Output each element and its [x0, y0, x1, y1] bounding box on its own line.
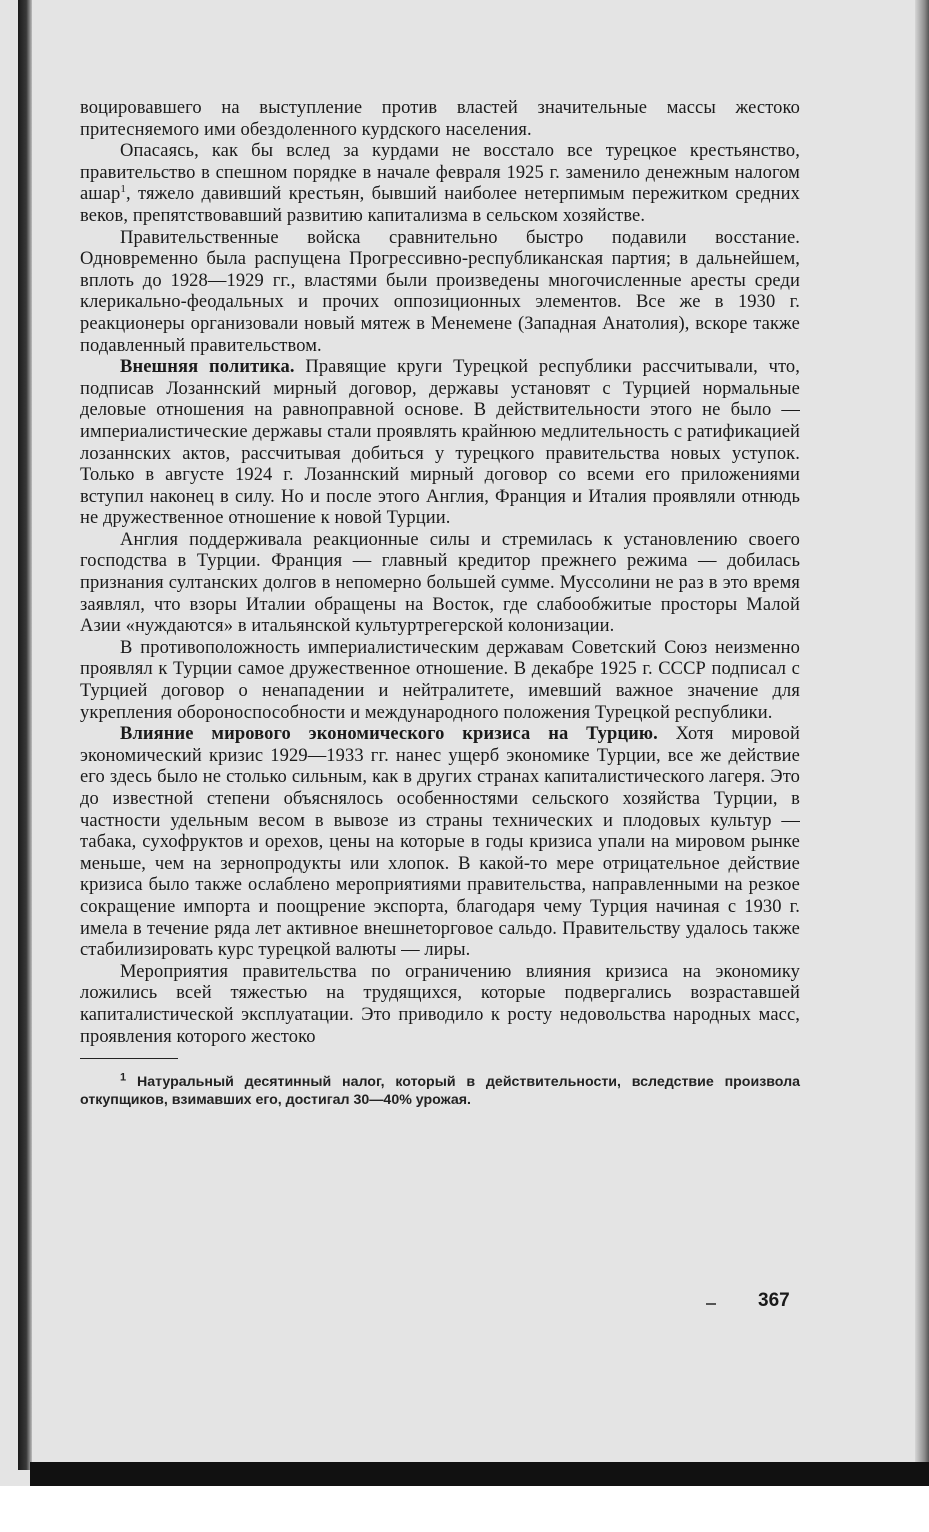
left-scan-shadow: [18, 0, 32, 1470]
right-scan-shadow: [915, 0, 929, 1485]
paragraph-1: воцировавшего на выступление против властей значительные массы жестоко притесняемого ими обездоленного курдского населения.: [80, 98, 800, 140]
paragraph-6: В противоположность империалистическим державам Советский Союз неизменно проявлял к Турции самое дружественное отношение. В декабре 1925 г. СССР подписал с Турцией договор о ненападении и нейтралитете, имевший важное значение для укрепления обороноспособности и международного положения Турецкой республики.: [80, 637, 800, 723]
bottom-scan-shadow: [30, 1462, 929, 1486]
paragraph-4-text: Правящие круги Турецкой республики рассчитывали, что, подписав Лозаннский мирный договор, державы установят с Турцией нормальные деловые отношения на равноправной основе. В действительности этого не было — империалистические державы стали проявлять крайнюю медлительность с ратификацией лозаннских актов, рассчитывая добиться у турецкого правительства новых уступок. Только в августе 1924 г. Лозаннский мирный договор со всеми его приложениями вступил наконец в силу. Но и после этого Англия, Франция и Италия проявляли отнюдь не дружественное отношение к новой Турции.: [80, 357, 800, 529]
footnote-ref: 1: [120, 183, 126, 196]
footnote-text: Натуральный десятинный налог, который в действительности, вследствие произвола откупщиков, взимавших его, достигал 30—40% урожая.: [80, 1074, 800, 1109]
paragraph-2: [80, 141, 800, 227]
paragraph-2-after: , тяжело давивший крестьян, бывший наиболее нетерпимым пережитком средних веков, препятствовавший развитию капитализма в сельском хозяйстве.: [80, 184, 800, 226]
page-number: 367: [758, 1290, 790, 1311]
paragraph-8: Мероприятия правительства по ограничению влияния кризиса на экономику ложились всей тяжестью на трудящихся, которые подвергались возраставшей капиталистической эксплуатации. Это приводило к росту недовольства народных масс, проявления которого жестоко: [80, 961, 800, 1047]
footnote-divider: [80, 1058, 178, 1059]
section-heading-crisis: Влияние мирового экономического кризиса на Турцию.: [120, 724, 658, 745]
section-heading-foreign-policy: Внешняя политика.: [120, 357, 295, 378]
paragraph-7-text: Хотя мировой экономический кризис 1929—1933 гг. нанес ущерб экономике Турции, все же действие его здесь было не столько сильным, как в других странах капиталистического лагеря. Это до известной степени объяснялось особенностями сельского хозяйства Турции, в частности удельным весом в вывозе из страны технических и плодовых культур — табака, сухофруктов и орехов, цены на которые в годы кризиса упали на мировом рынке меньше, чем на зернопродукты или хлопок. В какой-то мере отрицательное действие кризиса было также ослаблено мероприятиями правительства, направленными на резкое сокращение импорта и поощрение экспорта, благодаря чему Турция начиная с 1930 г. имела в течение ряда лет активное внешнеторговое сальдо. Правительству удалось также стабилизировать курс турецкой валюты — лиры.: [80, 724, 800, 961]
paragraph-3: Правительственные войска сравнительно быстро подавили восстание. Одновременно была распущена Прогрессивно-республиканская партия; в дальнейшем, вплоть до 1928—1929 гг., властями были произведены многочисленные аресты среди клерикально-феодальных и прочих оппозиционных элементов. Все же в 1930 г. реакционеры организовали новый мятеж в Менемене (Западная Анатолия), вскоре также подавленный правительством.: [80, 227, 800, 356]
footnote-mark: 1: [120, 1071, 127, 1084]
paragraph-7: [80, 724, 800, 962]
paragraph-2-before: Опасаясь, как бы вслед за курдами не восстало все турецкое крестьянство, правительство в спешном порядке в начале февраля 1925 г. заменило денежным налогом ашар: [80, 141, 800, 205]
page-margin-bottom: [0, 1486, 929, 1532]
margin-mark: [706, 1303, 716, 1305]
paragraph-4: [80, 357, 800, 530]
paragraph-5: Англия поддерживала реакционные силы и стремилась к установлению своего господства в Турции. Франция — главный кредитор прежнего режима — добилась признания султанских долгов в непомерно большей сумме. Муссолини не раз в это время заявлял, что взоры Италии обращены на Восток, где слабообжитые просторы Малой Азии «нуждаются» в итальянской культуртрегерской колонизации.: [80, 529, 800, 637]
footnote: [80, 1073, 800, 1109]
page-body: [80, 98, 800, 1109]
